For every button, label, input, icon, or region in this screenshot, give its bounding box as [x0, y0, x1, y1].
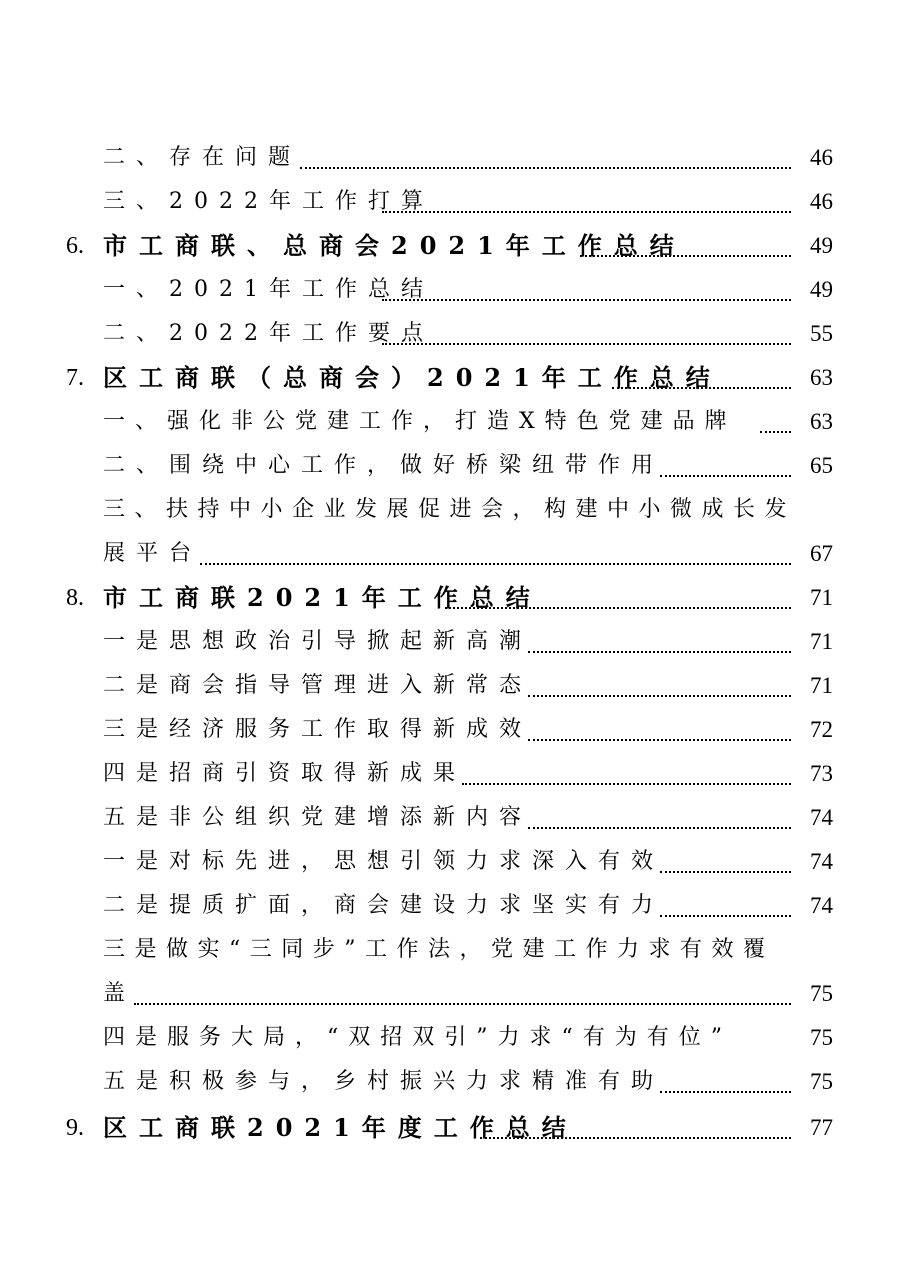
toc-page-number: 46	[810, 145, 833, 170]
toc-leader-dots	[134, 972, 791, 1016]
toc-title: 四是招商引资取得新成果	[103, 761, 467, 786]
toc-entry[interactable]	[0, 884, 905, 928]
toc-page-number: 75	[810, 981, 833, 1006]
toc-page-number: 49	[810, 233, 833, 258]
toc-title: 二、2022年工作要点	[103, 321, 434, 346]
toc-page-number: 75	[810, 1025, 833, 1050]
toc-entry[interactable]	[0, 400, 905, 444]
toc-page-number: 65	[810, 453, 833, 478]
toc-page-number: 72	[810, 717, 833, 742]
toc-title: 二、围绕中心工作，做好桥梁纽带作用	[103, 453, 665, 478]
toc-title: 一是思想政治引导掀起新高潮	[103, 629, 533, 654]
toc-title: 二是商会指导管理进入新常态	[103, 673, 533, 698]
toc-entry[interactable]	[0, 312, 905, 356]
toc-entry[interactable]	[0, 1016, 905, 1060]
toc-entry[interactable]	[0, 1106, 905, 1150]
toc-title: 三、扶持中小企业发展促进会，构建中小微成长发	[103, 497, 797, 522]
toc-title: 区工商联（总商会）2021年工作总结	[103, 363, 722, 392]
toc-page-number: 46	[810, 189, 833, 214]
toc-leader-dots	[200, 532, 791, 576]
toc-number: 6.	[66, 233, 84, 259]
toc-leader-dots	[660, 444, 791, 488]
toc-leader-dots	[760, 400, 791, 444]
toc-entry[interactable]	[0, 620, 905, 664]
toc-leader-dots	[660, 1060, 791, 1104]
toc-page-number: 49	[810, 277, 833, 302]
toc-entry[interactable]	[0, 1060, 905, 1104]
toc-page-number: 73	[810, 761, 833, 786]
toc-title: 市工商联、总商会2021年工作总结	[103, 231, 686, 260]
toc-page-number: 63	[810, 365, 833, 390]
toc-number: 9.	[66, 1115, 84, 1141]
toc-entry[interactable]	[0, 356, 905, 400]
toc-leader-dots	[612, 356, 791, 400]
toc-entry[interactable]	[0, 268, 905, 312]
toc-leader-dots	[382, 268, 791, 312]
toc-number: 7.	[66, 365, 84, 391]
toc-title: 一、2021年工作总结	[103, 277, 434, 302]
toc-title: 市工商联2021年工作总结	[103, 583, 542, 612]
toc-page-number: 74	[810, 805, 833, 830]
toc-title: 三、2022年工作打算	[103, 189, 434, 214]
toc-leader-dots	[528, 664, 791, 708]
toc-title: 一是对标先进，思想引领力求深入有效	[103, 849, 665, 874]
toc-entry[interactable]	[0, 796, 905, 840]
toc-entry[interactable]	[0, 752, 905, 796]
toc-page-number: 55	[810, 321, 833, 346]
toc-leader-dots	[528, 796, 791, 840]
toc-leader-dots	[300, 136, 791, 180]
toc-title: 五是积极参与，乡村振兴力求精准有助	[103, 1069, 665, 1094]
toc-title: 二是提质扩面，商会建设力求坚实有力	[103, 893, 665, 918]
toc-leader-dots	[660, 884, 791, 928]
toc-page-number: 75	[810, 1069, 833, 1094]
toc-title: 一、强化非公党建工作，打造X特色党建品牌	[103, 409, 737, 434]
toc-leader-dots	[480, 1106, 791, 1150]
toc-title: 二、存在问题	[103, 145, 302, 170]
toc-entry[interactable]	[0, 928, 905, 1016]
toc-entry[interactable]	[0, 840, 905, 884]
toc-title: 三是做实“三同步”工作法，党建工作力求有效覆	[103, 937, 775, 962]
toc-entry[interactable]	[0, 708, 905, 752]
toc-page-number: 71	[810, 673, 833, 698]
toc-entry[interactable]	[0, 488, 905, 576]
toc-leader-dots	[580, 224, 791, 268]
toc-page-number: 71	[810, 585, 833, 610]
toc-leader-dots	[382, 312, 791, 356]
toc-leader-dots	[382, 180, 791, 224]
toc-title: 区工商联2021年度工作总结	[103, 1113, 578, 1142]
toc-title: 四是服务大局，“双招双引”力求“有为有位”	[103, 1025, 732, 1050]
toc-page-number: 63	[810, 409, 833, 434]
toc-title-continuation: 盖	[103, 981, 137, 1006]
toc-entry[interactable]	[0, 664, 905, 708]
toc-title: 三是经济服务工作取得新成效	[103, 717, 533, 742]
toc-leader-dots	[445, 576, 791, 620]
toc-page-number: 71	[810, 629, 833, 654]
toc-entry[interactable]	[0, 136, 905, 180]
toc-entry[interactable]	[0, 576, 905, 620]
toc-leader-dots	[528, 708, 791, 752]
toc-page-number: 74	[810, 849, 833, 874]
toc-number: 8.	[66, 585, 84, 611]
toc-entry[interactable]	[0, 224, 905, 268]
toc-page-number: 67	[810, 541, 833, 566]
toc-entry[interactable]	[0, 444, 905, 488]
toc-page-number: 77	[810, 1115, 833, 1140]
toc-leader-dots	[462, 752, 791, 796]
toc-title-continuation: 展平台	[103, 541, 203, 566]
toc-leader-dots	[528, 620, 791, 664]
toc-title: 五是非公组织党建增添新内容	[103, 805, 533, 830]
toc-leader-dots	[660, 840, 791, 884]
toc-page-number: 74	[810, 893, 833, 918]
toc-entry[interactable]	[0, 180, 905, 224]
